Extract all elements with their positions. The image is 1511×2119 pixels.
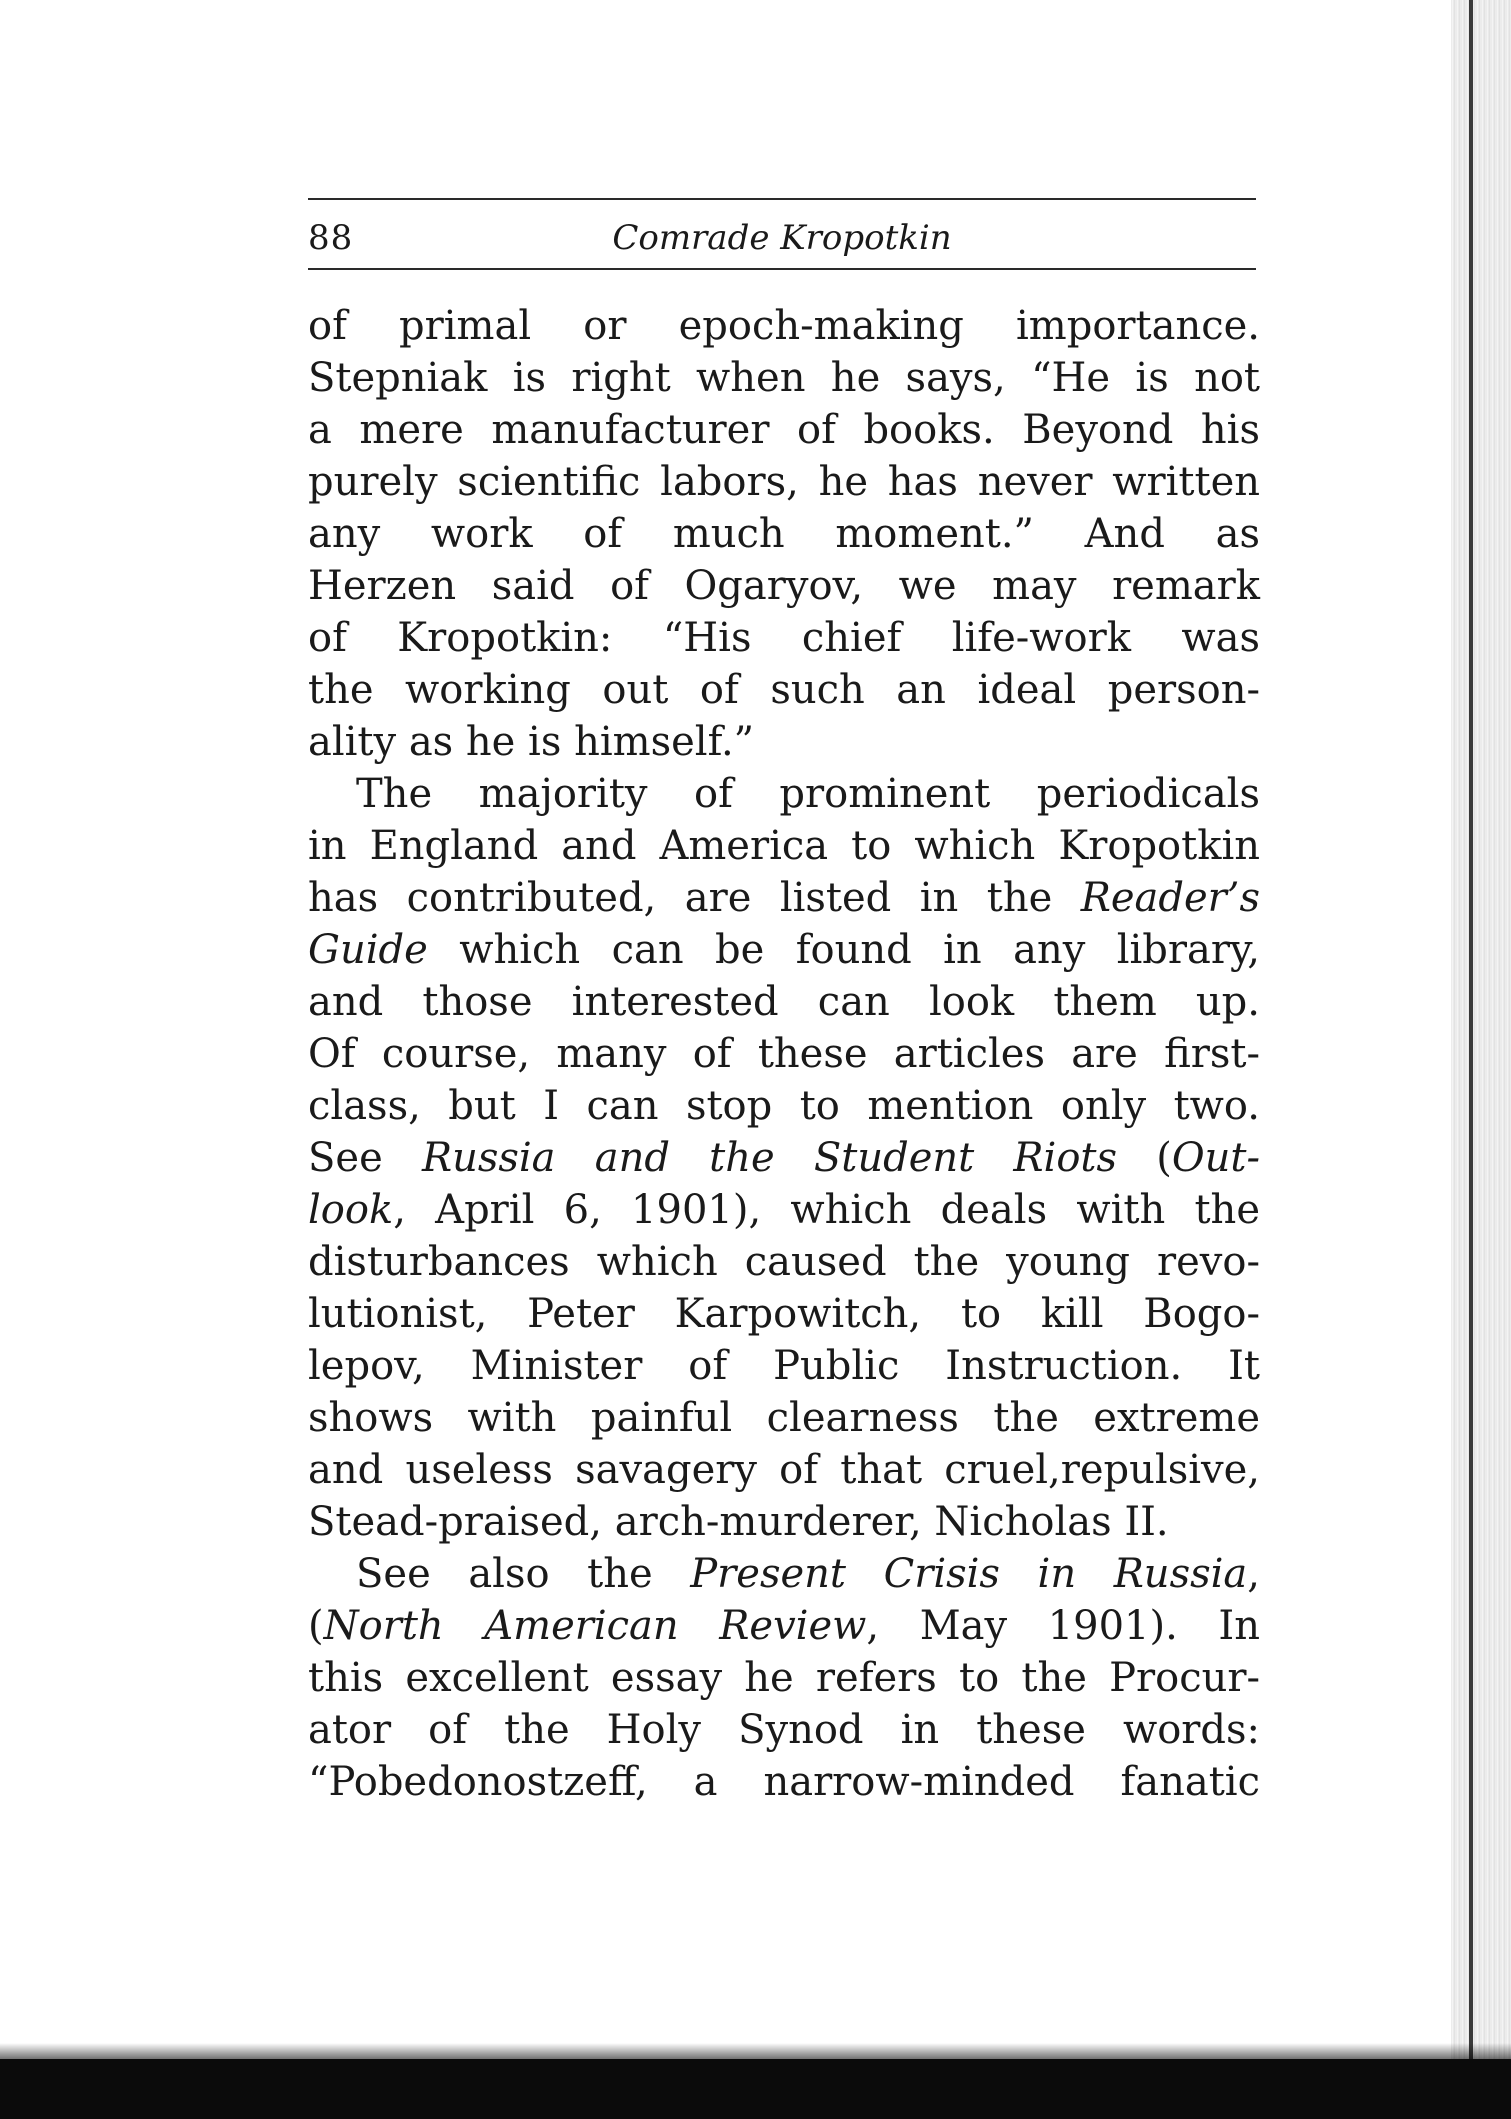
italic-title-run: Russia and the Student Riots	[421, 1135, 1118, 1181]
text-line	[308, 1132, 1260, 1184]
page-body	[308, 300, 1260, 1808]
text-line: and those interested can look them up.	[308, 979, 1260, 1025]
text-line: a mere manufacturer of books. Beyond his	[308, 407, 1260, 453]
header-rule-top	[308, 198, 1256, 200]
text-line: ality as he is himself.”	[308, 719, 755, 765]
text-line: in England and America to which Kropotkin	[308, 823, 1260, 869]
text-line: purely scientific labors, he has never written	[308, 459, 1260, 505]
text-run: , April 6, 1901), which deals with the	[393, 1187, 1260, 1233]
running-head	[308, 190, 1256, 280]
page-number: 88	[308, 218, 354, 258]
text-run: (	[1117, 1135, 1172, 1181]
text-line: shows with painful clearness the extreme	[308, 1395, 1260, 1441]
text-line	[308, 872, 1260, 924]
text-line: Stepniak is right when he says, “He is not	[308, 355, 1260, 401]
text-line: Herzen said of Ogaryov, we may remark	[308, 563, 1260, 609]
page-gutter-line	[1469, 0, 1473, 2119]
text-line: and useless savagery of that cruel,repulsive,	[308, 1447, 1260, 1493]
text-line: “Pobedonostzeff, a narrow-minded fanatic	[308, 1759, 1260, 1805]
text-run: See also the	[356, 1551, 691, 1597]
italic-title-run: Present Crisis in Russia	[690, 1551, 1248, 1597]
scanned-page-edge	[1451, 0, 1511, 2119]
text-line: lutionist, Peter Karpowitch, to kill Bogo-	[308, 1291, 1260, 1337]
italic-title-run: North American Review	[323, 1603, 867, 1649]
text-run: ,	[1247, 1551, 1260, 1597]
italic-title-run: Guide	[308, 927, 428, 973]
text-run: , May 1901). In	[866, 1603, 1260, 1649]
text-line: disturbances which caused the young revo-	[308, 1239, 1260, 1285]
text-line	[308, 1600, 1260, 1652]
scan-shadow	[0, 2043, 1511, 2059]
italic-title-run: look	[308, 1187, 394, 1233]
text-line: Of course, many of these articles are first-	[308, 1031, 1260, 1077]
book-title: Comrade Kropotkin	[612, 218, 952, 258]
text-line	[308, 1548, 1260, 1600]
text-run: which can be found in any library,	[427, 927, 1260, 973]
text-run: has contributed, are listed in the	[308, 875, 1081, 921]
text-line: lepov, Minister of Public Instruction. It	[308, 1343, 1260, 1389]
italic-title-run: Reader’s	[1080, 875, 1260, 921]
italic-title-run: Out-	[1171, 1135, 1260, 1181]
text-line: this excellent essay he refers to the Procur-	[308, 1655, 1260, 1701]
text-line: class, but I can stop to mention only two.	[308, 1083, 1260, 1129]
text-run: (	[308, 1603, 324, 1649]
header-rule-bottom	[308, 268, 1256, 270]
text-line: The majority of prominent periodicals	[356, 771, 1260, 817]
scan-bottom-band	[0, 2059, 1511, 2119]
text-line: any work of much moment.” And as	[308, 511, 1260, 557]
text-line: of Kropotkin: “His chief life-work was	[308, 615, 1260, 661]
text-line: Stead-praised, arch-murderer, Nicholas II.	[308, 1499, 1169, 1545]
text-run: See	[308, 1135, 422, 1181]
text-line: of primal or epoch-making importance.	[308, 303, 1260, 349]
text-line: ator of the Holy Synod in these words:	[308, 1707, 1260, 1753]
text-line	[308, 1184, 1260, 1236]
text-line	[308, 924, 1260, 976]
text-line: the working out of such an ideal person-	[308, 667, 1260, 713]
